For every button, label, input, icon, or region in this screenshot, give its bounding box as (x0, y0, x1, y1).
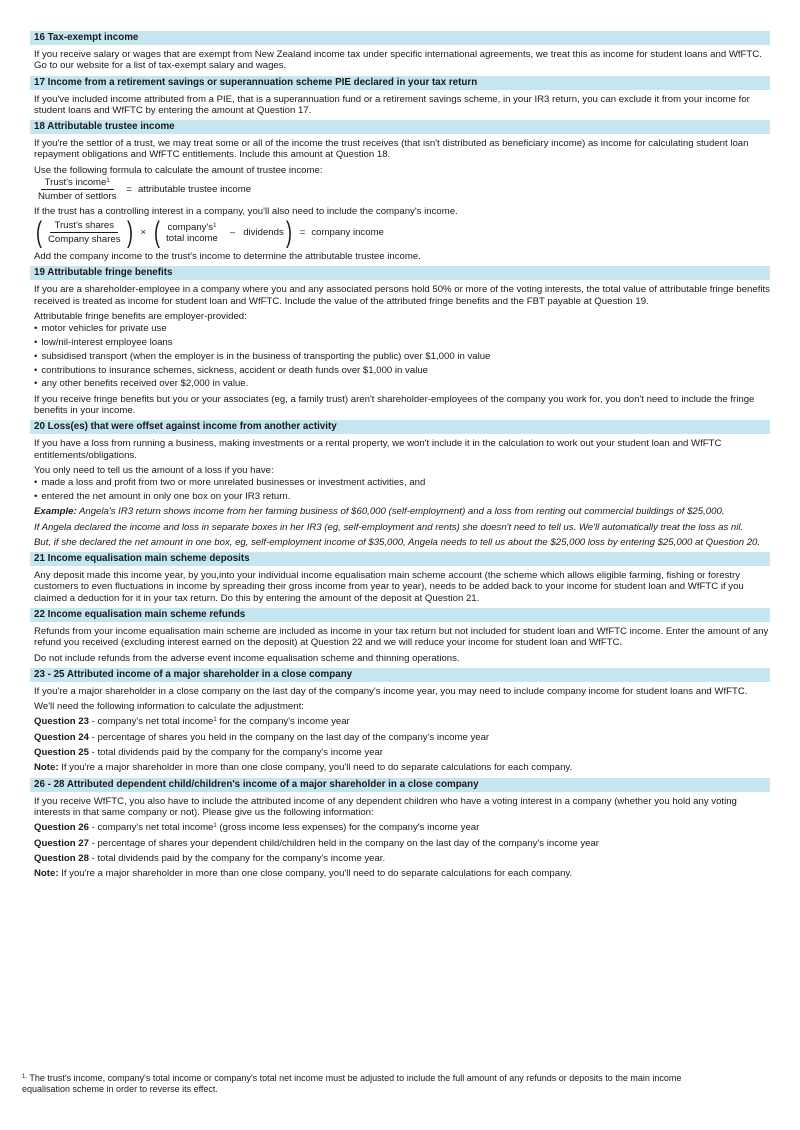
shares-fraction (44, 220, 125, 246)
section-18-controlling-interest: If the trust has a controlling interest in a company, you'll also need to include the company's income. (34, 205, 458, 217)
section-20-list-intro: You only need to tell us the amount of a loss if you have: (34, 464, 274, 476)
footnote-text: The trust's income, company's total income or company's total net income must be adjusted to include the full amount of any refunds or deposits to the main income equalisation scheme in order to reverse its effect. (22, 1073, 682, 1094)
example-paragraph: But, if she declared the net amount in one box, eg, self-employment income of $35,000, Angela needs to tell us about the $25,000 loss by entering $25,000 at Question 20. (34, 536, 761, 548)
open-paren: ( (154, 215, 161, 249)
section-19-text: If you are a shareholder-employee in a company where you and any associated persons hold 50% or more of the voting interests, the total value of attributable fringe benefits received is treated as income for student loan and WfFTC. Include the value of the attributed fringe benefits and the FBT payable at Question 19. (34, 284, 770, 307)
minus-sign: – (229, 227, 236, 239)
section-23-text: If you're a major shareholder in a close company on the last day of the company's income year, you may need to include company income for student loans and WfFTC. (34, 685, 748, 697)
equals-sign: = (299, 227, 306, 239)
question-27-line: Question 27 - percentage of shares your dependent child/children held in the company on the last day of the company's income year (34, 837, 599, 849)
list-item: • made a loss and profit from two or more unrelated businesses or investment activities, and (34, 477, 770, 488)
footnote-ref: 1 (213, 823, 217, 830)
equals-sign: = (126, 184, 132, 196)
document-body (30, 31, 770, 883)
question-23-line: Question 23 - company's net total income$^1$ for the company's income year (34, 716, 350, 728)
section-18-add-text: Add the company income to the trust's income to determine the attributable trustee income. (34, 250, 421, 262)
section-22-note: Do not include refunds from the adverse event income equalisation scheme and thinning operations. (34, 652, 460, 664)
example-paragraph: If Angela declared the income and loss in separate boxes in her IR3 (eg, self-employment and rents) she doesn't need to tell us. We'll automatically treat the loss as nil. (34, 521, 744, 533)
section-heading-17: 17 Income from a retirement savings or superannuation scheme PIE declared in your tax return (30, 76, 770, 90)
times-sign: × (140, 227, 147, 239)
section-heading-22: 22 Income equalisation main scheme refunds (30, 608, 770, 622)
list-item: • entered the net amount in only one box on your IR3 return. (34, 491, 770, 502)
close-paren: ) (126, 215, 133, 249)
question-25-line: Question 25 - total dividends paid by the company for the company's income year (34, 747, 383, 759)
close-paren: ) (285, 215, 292, 249)
list-item: • any other benefits received over $2,000 in value. (34, 378, 770, 389)
fraction-denominator: Company shares (48, 234, 121, 246)
section-23-info-intro: We'll need the following information to calculate the adjustment: (34, 701, 304, 713)
example-paragraph: Example: Angela's IR3 return shows income from her farming business of $60,000 (self-employment) and a loss from renting out commercial buildings of $25,000. (34, 506, 725, 518)
company-income-formula (34, 215, 770, 249)
list-item: • contributions to insurance schemes, sickness, accident or death funds over $1,000 in value (34, 365, 770, 376)
section-19-associates-text: If you receive fringe benefits but you or your associates (eg, a family trust) aren't shareholder-employees of the company you work for, you don't need to include the fringe benefits in your income. (34, 393, 755, 416)
section-19-list-intro: Attributable fringe benefits are employer-provided: (34, 310, 247, 322)
section-heading-26-28: 26 - 28 Attributed dependent child/children's income of a major shareholder in a close company (30, 778, 770, 792)
question-26-line: Question 26 - company's net total income$^1$ (gross income less expenses) for the company's income year (34, 822, 480, 834)
example-label: Example: (34, 506, 77, 518)
open-paren: ( (36, 215, 42, 249)
footnote (22, 1073, 722, 1094)
question-28-line: Question 28 - total dividends paid by the company for the company's income year. (34, 852, 386, 864)
section-17-text: If you've included income attributed from a PIE, that is a superannuation fund or a retirement savings scheme, in your IR3 return, you can exclude it from your income for student loans and WfFTC by entering the amount at Question 17. (34, 93, 750, 116)
section-heading-20: 20 Loss(es) that were offset against income from another activity (30, 420, 770, 434)
list-item: • subsidised transport (when the employer is in the business of transporting the public) over $1,000 in value (34, 351, 770, 362)
section-heading-23-25: 23 - 25 Attributed income of a major shareholder in a close company (30, 668, 770, 682)
question-24-line: Question 24 - percentage of shares you held in the company on the last day of the company's income year (34, 731, 490, 743)
fraction-denominator: Number of settlors (38, 191, 117, 203)
footnote-marker: 1. (22, 1074, 28, 1080)
section-26-note: Note: If you're a major shareholder in more than one close company, you'll need to do separate calculations for each company. (34, 868, 573, 880)
section-20-text: If you have a loss from running a business, making investments or a rental property, we won't include it in the calculation to work out your student loan and WfFTC entitlements/obligations. (34, 438, 722, 461)
section-26-text: If you receive WfFTC, you also have to include the attributed income of any dependent children who have a voting interest in a company (whether you hold any voting interests in that same company or not). Please give us the following information: (34, 795, 737, 818)
list-item: • motor vehicles for private use (34, 323, 770, 334)
list-item: • low/nil-interest employee loans (34, 337, 770, 348)
section-heading-16: 16 Tax-exempt income (30, 31, 770, 45)
section-23-note: Note: If you're a major shareholder in more than one close company, you'll need to do separate calculations for each company. (34, 762, 573, 774)
footnote-ref: 1 (106, 178, 110, 185)
section-heading-19: 19 Attributable fringe benefits (30, 266, 770, 280)
section-18-formula-intro: Use the following formula to calculate the amount of trustee income: (34, 164, 323, 176)
section-21-text: Any deposit made this income year, by you,into your individual income equalisation main scheme account (the scheme which allows eligible farming, fishing or forestry customers to even fluctuations in income by spreading their gross income from year to year), needs to be added back to your income for student loan and WfFTC if you claimed a deduction for it in your tax return. Do this by entering the amount of the deposit at Question 21. (34, 570, 744, 604)
fraction-numerator: Trust's income (44, 177, 107, 189)
dividends-term: dividends (243, 227, 284, 239)
section-16-text: If you receive salary or wages that are exempt from New Zealand income tax under specific international agreements, we treat this as income for student loans and WfFTC. Go to our website for a list of tax-exempt salary and wages. (34, 49, 762, 72)
section-heading-18: 18 Attributable trustee income (30, 120, 770, 134)
formula-result: company income (311, 227, 384, 239)
company-total-income: $company's^1$ total income (166, 221, 218, 244)
trustee-income-formula (34, 177, 770, 203)
footnote-ref: 1 (213, 717, 217, 724)
footnote-ref: 1 (213, 222, 217, 229)
fraction-numerator: Trust's shares (50, 220, 118, 233)
section-heading-21: 21 Income equalisation main scheme deposits (30, 552, 770, 566)
section-18-text: If you're the settlor of a trust, we may treat some or all of the income the trust receives (that isn't distributed as beneficiary income) as income for calculating student loan repayment obligations and WfFTC entitlements. Include this amount at Question 18. (34, 138, 749, 161)
trust-income-fraction (34, 177, 120, 203)
section-22-text: Refunds from your income equalisation main scheme are included as income in your tax return but not included for student loan and WfFTC income. Enter the amount of any refund you received (excluding interest earned on the deposit) at Question 22 and we will reduce your income for student loan and WfFTC. (34, 626, 769, 649)
formula-result: attributable trustee income (138, 184, 252, 196)
